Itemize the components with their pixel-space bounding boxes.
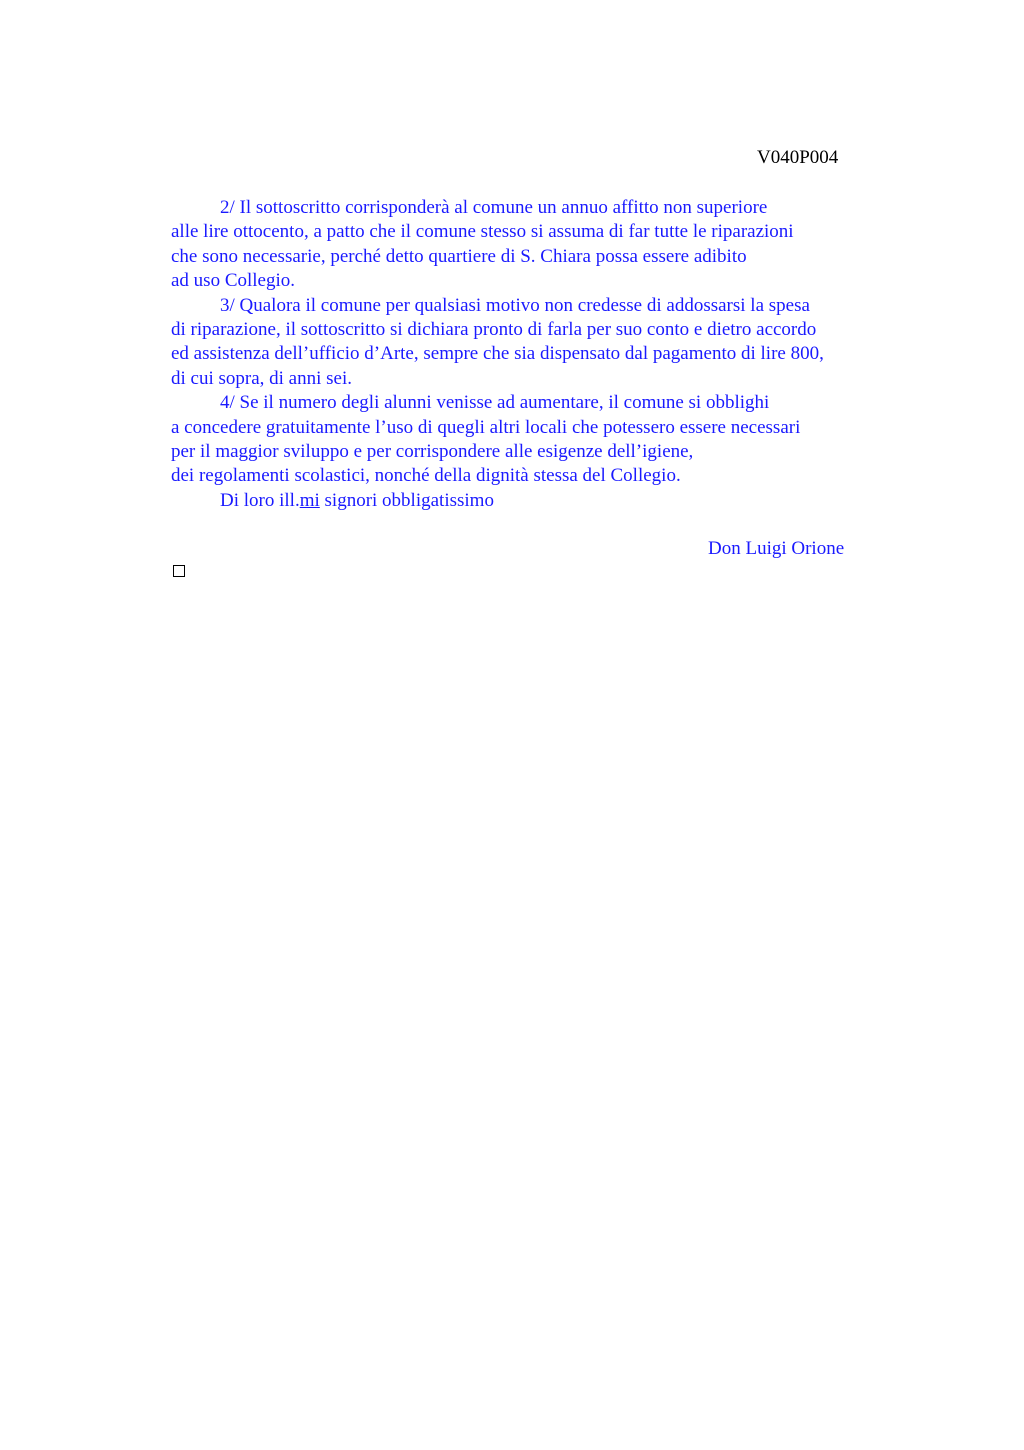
page-id: V040P004	[757, 147, 839, 168]
letter-body	[171, 196, 891, 513]
closing-line	[171, 489, 891, 513]
empty-square-icon	[173, 565, 185, 577]
text-line: dei regolamenti scolastici, nonché della dignità stessa del Collegio.	[171, 465, 681, 487]
closing-text-end: signori obbligatissimo	[319, 489, 494, 511]
text-line: 4/ Se il numero degli alunni venisse ad aumentare, il comune si obblighi	[220, 392, 770, 414]
text-line: ed assistenza dell’ufficio d’Arte, sempre che sia dispensato dal pagamento di lire 800,	[171, 343, 824, 365]
closing-text: Di loro ill.	[220, 489, 300, 511]
text-line: che sono necessarie, perché detto quartiere di S. Chiara possa essere adibito	[171, 245, 747, 267]
text-line: di cui sopra, di anni sei.	[171, 367, 352, 389]
text-line: a concedere gratuitamente l’uso di quegli altri locali che potessero essere necessari	[171, 416, 801, 438]
signature: Don Luigi Orione	[708, 538, 845, 559]
closing-underlined-text: mi	[299, 489, 320, 511]
text-line: 2/ Il sottoscritto corrisponderà al comune un annuo affitto non superiore	[220, 197, 768, 218]
text-line: alle lire ottocento, a patto che il comune stesso si assuma di far tutte le riparazioni	[171, 221, 794, 243]
text-line: 3/ Qualora il comune per qualsiasi motivo non credesse di addossarsi la spesa	[220, 294, 810, 316]
text-line: ad uso Collegio.	[171, 270, 296, 292]
text-line: per il maggior sviluppo e per corrispondere alle esigenze dell’igiene,	[171, 440, 694, 462]
text-line: di riparazione, il sottoscritto si dichiara pronto di farla per suo conto e dietro accordo	[171, 318, 817, 340]
